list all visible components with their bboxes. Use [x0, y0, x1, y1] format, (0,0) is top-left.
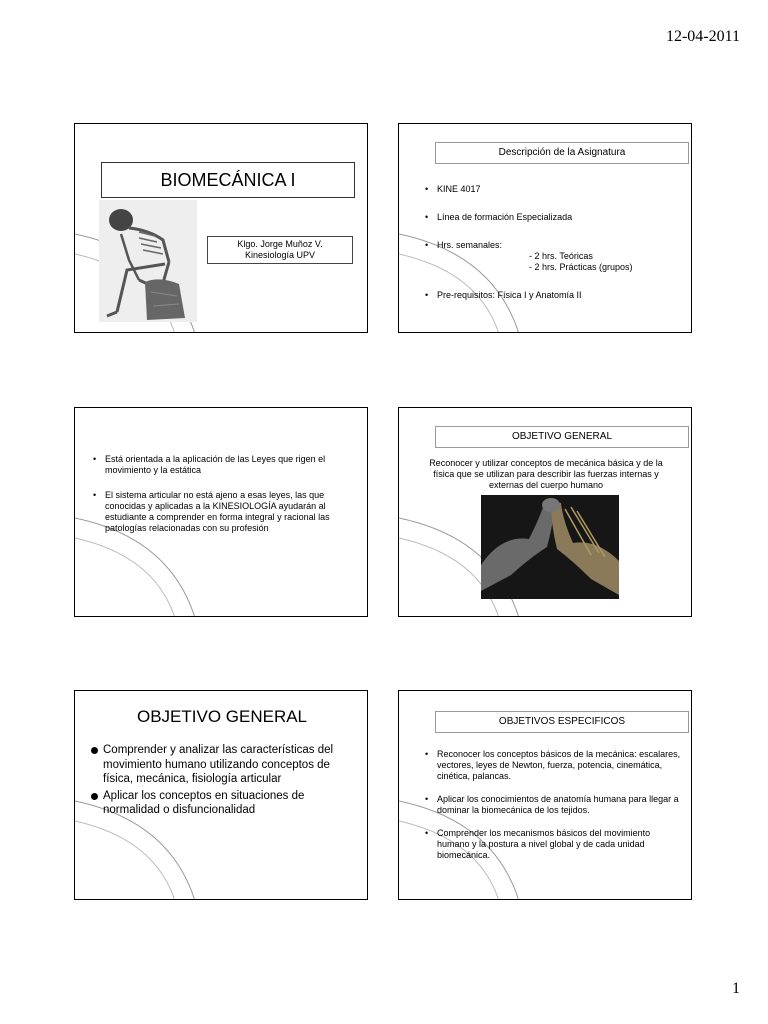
- slide-specific-objectives: [398, 690, 692, 900]
- list-item: • Comprender los mecanismos básicos del movimiento humano y la postura a nivel global y de cada unidad biomecánica.: [425, 828, 685, 861]
- bullet-list: [425, 184, 685, 318]
- page-number: 1: [732, 980, 740, 997]
- list-item: • Pre-requisitos: Física I y Anatomía II: [425, 290, 685, 301]
- slide-orientation: [74, 407, 368, 617]
- objective-text: Reconocer y utilizar conceptos de mecánica básica y de la física que se utilizan para describir las fuerzas internas y externas del cuerpo humano: [429, 458, 663, 490]
- slide-course-description: [398, 123, 692, 333]
- slide-header: Descripción de la Asignatura: [435, 142, 689, 164]
- bullet-list: [425, 749, 685, 873]
- arm-wrestling-image: [481, 495, 619, 599]
- list-item: [425, 240, 685, 273]
- list-item: • Aplicar los conocimientos de anatomía humana para llegar a dominar la biomecánica de los tejidos.: [425, 794, 685, 816]
- slide-general-objective-detail: [74, 690, 368, 900]
- author-name: Klgo. Jorge Muñoz V.: [237, 239, 323, 249]
- list-item: Aplicar los conceptos en situaciones de normalidad o disfuncionalidad: [91, 789, 357, 818]
- document-date: 12-04-2011: [665, 28, 740, 45]
- sub-item: - 2 hrs. Teóricas: [529, 251, 593, 261]
- list-item-text: Hrs. semanales:: [437, 240, 503, 250]
- list-item: Comprender y analizar las características del movimiento humano utilizando conceptos de física, mecánica, fisiología articular: [91, 743, 357, 787]
- bullet-list: [91, 743, 357, 820]
- slide-title: [74, 123, 368, 333]
- sub-item: - 2 hrs. Prácticas (grupos): [529, 262, 633, 272]
- bullet-list: [93, 454, 359, 548]
- slide-header: OBJETIVO GENERAL: [435, 426, 689, 448]
- author-box: [207, 236, 353, 264]
- list-item: • Reconocer los conceptos básicos de la mecánica: escalares, vectores, leyes de Newton, fuerza, potencia, cinemática, cinética, palancas.: [425, 749, 685, 782]
- list-item: • El sistema articular no está ajeno a esas leyes, las que conocidas y aplicadas a la KINESIOLOGÍA ayudarán al estudiante a comprender en forma integral y racional las patologías relacionadas con su profesión: [93, 490, 359, 534]
- list-item: • KINE 4017: [425, 184, 685, 195]
- slide-main-title: BIOMECÁNICA I: [101, 162, 355, 198]
- author-affiliation: Kinesiología UPV: [244, 250, 316, 260]
- list-item: • Está orientada a la aplicación de las Leyes que rigen el movimiento y la estática: [93, 454, 359, 476]
- slide-header: OBJETIVOS ESPECIFICOS: [435, 711, 689, 733]
- list-item: • Línea de formación Especializada: [425, 212, 685, 223]
- thinking-skeleton-image: [99, 200, 197, 322]
- slide-general-objective: [398, 407, 692, 617]
- slide-title: OBJETIVO GENERAL: [136, 707, 308, 726]
